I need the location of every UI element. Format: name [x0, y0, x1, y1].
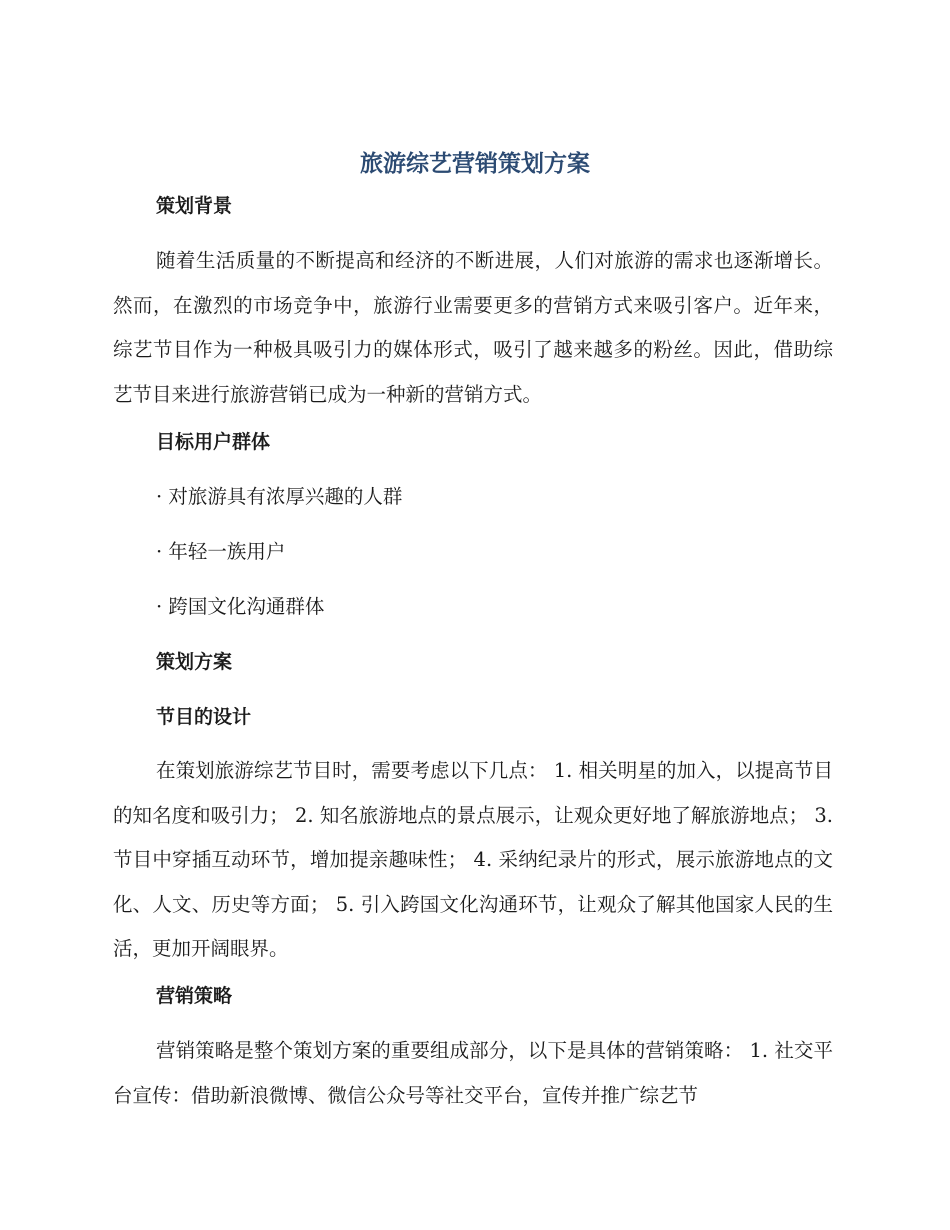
heading-program-design: 节目的设计 — [156, 706, 252, 728]
heading-plan: 策划方案 — [156, 651, 233, 673]
list-item: · 年轻一族用户 — [156, 540, 286, 563]
heading-background: 策划背景 — [156, 195, 233, 217]
heading-marketing: 营销策略 — [156, 985, 233, 1007]
paragraph-background: 随着生活质量的不断提高和经济的不断进展，人们对旅游的需求也逐渐增长。然而，在激烈的市场竞争中，旅游行业需要更多的营销方式来吸引客户。近年来，综艺节目作为一种极具吸引力的媒体形式，吸引了越来越多的粉丝。因此，借助综艺节目来进行旅游营销已成为一种新的营销方式。 — [113, 249, 833, 406]
list-item: · 对旅游具有浓厚兴趣的人群 — [156, 485, 403, 508]
paragraph-program-design: 在策划旅游综艺节目时，需要考虑以下几点： 1. 相关明星的加入，以提高节目的知名度和吸引力； 2. 知名旅游地点的景点展示，让观众更好地了解旅游地点； 3. 节目中穿插互动环节，增加提亲趣味性； 4. 采纳纪录片的形式，展示旅游地点的文化、人文、历史等方面； 5. 引入跨国文化沟通环节，让观众了解其他国家人民的生活，更加开阔眼界。 — [113, 759, 833, 960]
heading-target-users: 目标用户群体 — [156, 431, 271, 453]
document-title: 旅游综艺营销策划方案 — [360, 151, 590, 177]
paragraph-marketing: 营销策略是整个策划方案的重要组成部分，以下是具体的营销策略： 1. 社交平台宣传：借助新浪微博、微信公众号等社交平台，宣传并推广综艺节 — [113, 1039, 833, 1107]
list-item: · 跨国文化沟通群体 — [156, 595, 325, 618]
